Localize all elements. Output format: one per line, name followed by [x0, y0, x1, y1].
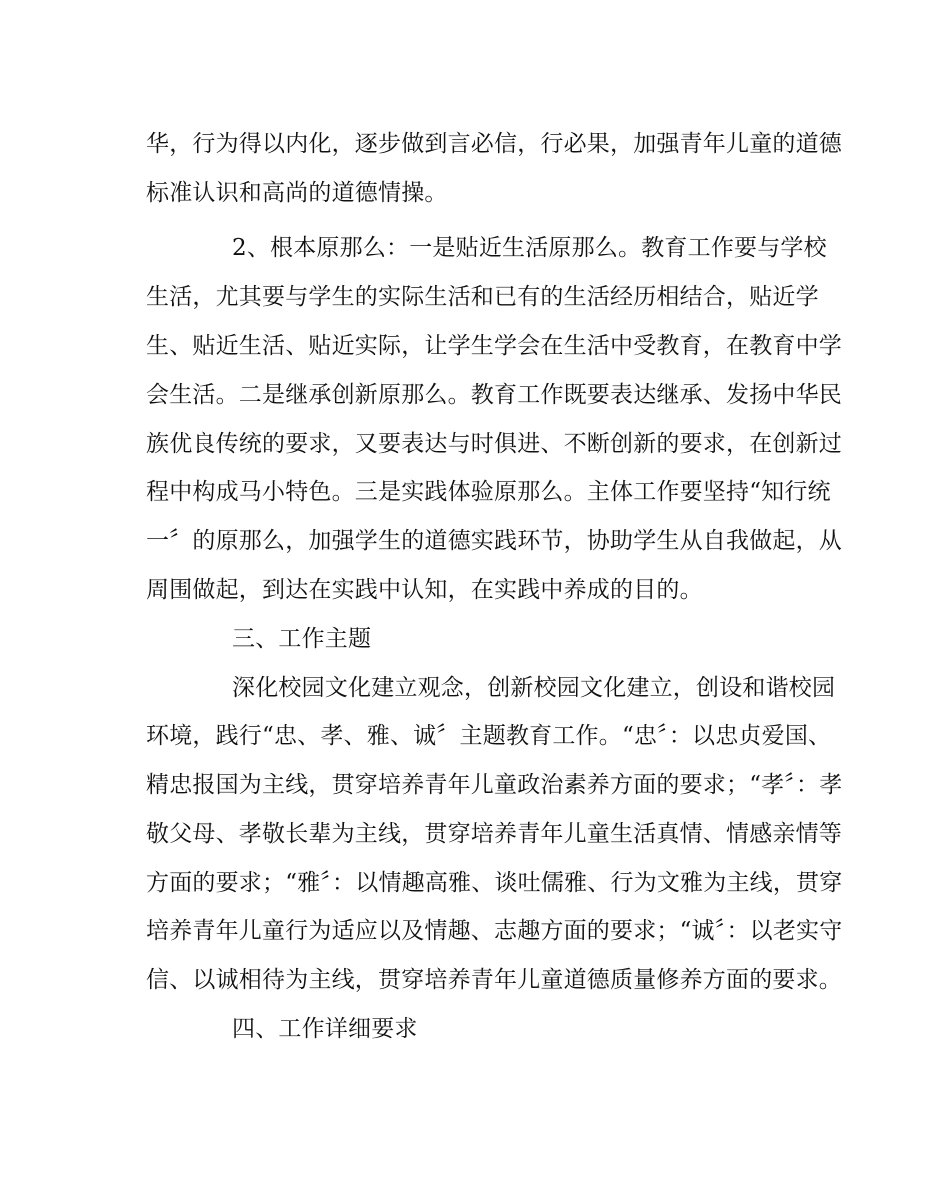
text-line: 培养青年儿童行为适应以及情趣、志趣方面的要求；“诚〞：以老实守 [146, 918, 843, 944]
text-line: 精忠报国为主线，贯穿培养青年儿童政治素养方面的要求；“孝〞：孝 [146, 772, 843, 798]
text-line: 生、贴近生活、贴近实际，让学生学会在生活中受教育，在教育中学 [146, 333, 842, 359]
section-heading: 三、工作主题 [232, 626, 372, 652]
text-line: 标准认识和高尚的道德情操。 [146, 180, 448, 206]
text-line: 2、根本原那么：一是贴近生活原那么。教育工作要与学校 [232, 235, 827, 261]
text-line: 信、以诚相待为主线，贯穿培养青年儿童道德质量修养方面的要求。 [146, 967, 842, 993]
text-line: 环境，践行“忠、孝、雅、诚〞主题教育工作。“忠〞：以忠贞爱国、 [146, 723, 832, 749]
section-heading: 四、工作详细要求 [232, 1016, 418, 1042]
text-line: 周围做起，到达在实践中认知，在实践中养成的目的。 [146, 577, 703, 603]
text-line: 程中构成马小特色。三是实践体验原那么。主体工作要坚持“知行统 [146, 479, 831, 505]
text-line: 深化校园文化建立观念，创新校园文化建立，创设和谐校园 [232, 675, 836, 701]
text-line: 会生活。二是继承创新原那么。教育工作既要表达继承、发扬中华民 [146, 382, 842, 408]
text-line: 一〞的原那么，加强学生的道德实践环节，协助学生从自我做起，从 [146, 528, 842, 554]
text-line: 族优良传统的要求，又要表达与时俱进、不断创新的要求，在创新过 [146, 431, 842, 457]
text-line: 方面的要求；“雅〞：以情趣高雅、谈吐儒雅、行为文雅为主线，贯穿 [146, 870, 843, 896]
text-line: 敬父母、孝敬长辈为主线，贯穿培养青年儿童生活真情、情感亲情等 [146, 821, 842, 847]
text-line: 生活，尤其要与学生的实际生活和已有的生活经历相结合，贴近学 [146, 284, 819, 310]
text-line: 华，行为得以内化，逐步做到言必信，行必果，加强青年儿童的道德 [146, 131, 842, 157]
